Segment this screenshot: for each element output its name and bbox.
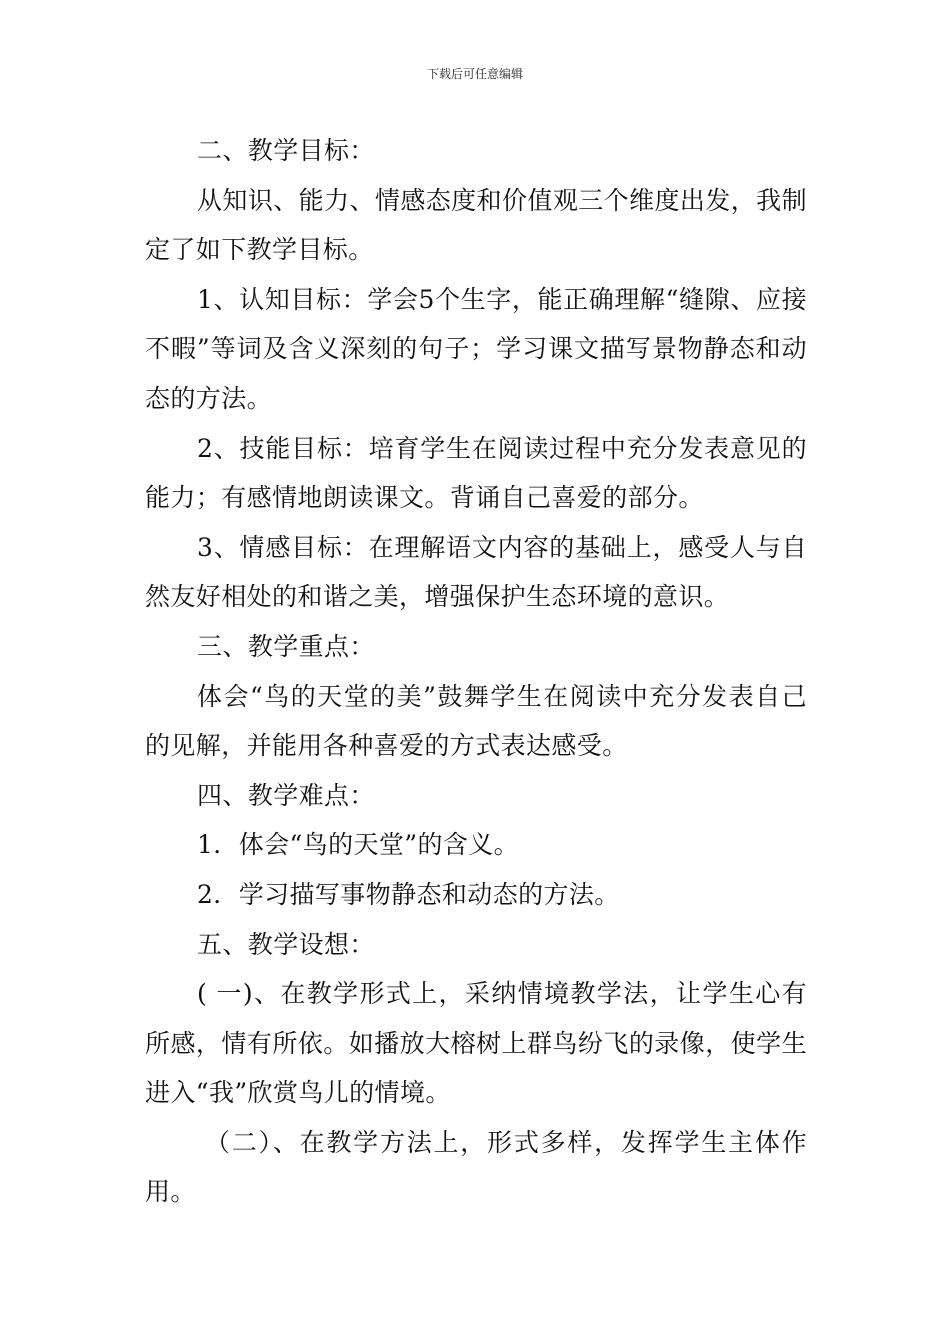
paragraph-plan-1: ( 一)、在教学形式上，采纳情境教学法，让学生心有所感，情有所依。如播放大榕树上群鸟纷飞的录像，使学生进入“我”欣赏鸟儿的情境。: [145, 979, 807, 1108]
page-header-note: 下载后可任意编辑: [426, 67, 523, 81]
paragraph-emotion-goal: 3、情感目标：在理解语文内容的基础上，感受人与自然友好相处的和谐之美，增强保护生态环境的意识。: [145, 532, 807, 612]
heading-teaching-difficulty: 四、教学难点：: [197, 780, 375, 810]
heading-teaching-plan: 五、教学设想：: [197, 929, 375, 959]
paragraph-difficulty-1: 1．体会“鸟的天堂”的含义。: [197, 830, 520, 860]
paragraph-plan-2: （二）、在教学方法上，形式多样，发挥学生主体作用。: [145, 1127, 807, 1207]
paragraph-teaching-focus: 体会“鸟的天堂的美”鼓舞学生在阅读中充分发表自己的见解，并能用各种喜爱的方式表达感受。: [145, 681, 807, 761]
paragraph-difficulty-2: 2．学习描写事物静态和动态的方法。: [197, 879, 620, 909]
heading-teaching-goals: 二、教学目标：: [197, 136, 375, 165]
paragraph-goals-intro: 从知识、能力、情感态度和价值观三个维度出发，我制定了如下教学目标。: [145, 185, 807, 265]
document-body: [145, 126, 807, 1217]
heading-teaching-focus: 三、教学重点：: [197, 631, 375, 661]
paragraph-cognitive-goal: 1、认知目标：学会5个生字，能正确理解“缝隙、应接不暇”等词及含义深刻的句子；学习课文描写景物静态和动态的方法。: [145, 284, 807, 413]
paragraph-skill-goal: 2、技能目标：培育学生在阅读过程中充分发表意见的能力；有感情地朗读课文。背诵自己喜爱的部分。: [145, 433, 807, 513]
